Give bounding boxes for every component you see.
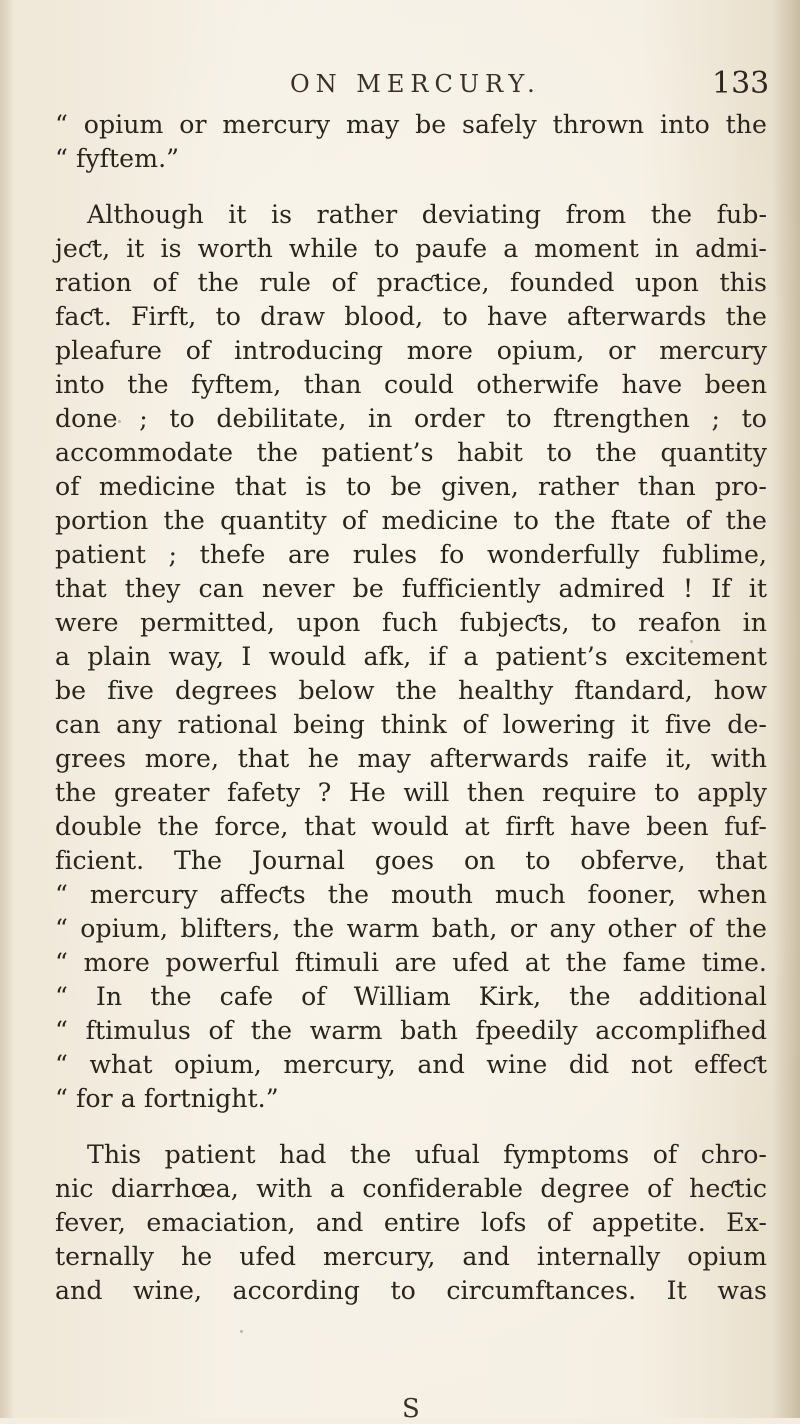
- text-line: a plain way, I would afk, if a patient’s excitement: [55, 642, 767, 671]
- text-line: done ; to debilitate, in order to ftrengthen ; to: [55, 404, 767, 433]
- text-line: into the fyftem, than could otherwife have been: [55, 370, 767, 399]
- text-line: of medicine that is to be given, rather than pro-: [55, 472, 767, 501]
- text-line: patient ; thefe are rules fo wonderfully fublime,: [55, 540, 767, 569]
- paper-speck: [690, 640, 693, 643]
- running-head: [0, 66, 800, 104]
- text-line: nic diarrhœa, with a confiderable degree of heƈtic: [55, 1174, 767, 1203]
- text-line: were permitted, upon fuch fubjeƈts, to reafon in: [55, 608, 767, 637]
- text-line: ternally he ufed mercury, and internally opium: [55, 1242, 767, 1271]
- text-line: “ fyftem.”: [55, 144, 180, 173]
- text-line: fever, emaciation, and entire lofs of appetite. Ex-: [55, 1208, 767, 1237]
- text-line: that they can never be fufficiently admired ! If it: [55, 574, 767, 603]
- text-line: “ more powerful ftimuli are ufed at the fame time.: [55, 948, 767, 977]
- text-line: can any rational being think of lowering it five de-: [55, 710, 767, 739]
- text-line: accommodate the patient’s habit to the quantity: [55, 438, 767, 467]
- text-line: jeƈt, it is worth while to paufe a moment in admi-: [55, 234, 767, 263]
- paragraph-start-line: Although it is rather deviating from the fub-: [87, 200, 767, 229]
- text-line: be five degrees below the healthy ftandard, how: [55, 676, 767, 705]
- text-line: “ what opium, mercury, and wine did not effeƈt: [55, 1050, 767, 1079]
- body-text: [55, 108, 767, 1308]
- signature-mark: S: [402, 1394, 420, 1424]
- paper-speck: [118, 420, 121, 423]
- text-line: and wine, according to circumftances. It was: [55, 1276, 767, 1305]
- text-line: “ ftimulus of the warm bath fpeedily accomplifhed: [55, 1016, 767, 1045]
- text-line: pleafure of introducing more opium, or mercury: [55, 336, 767, 365]
- text-line: portion the quantity of medicine to the ftate of the: [55, 506, 767, 535]
- paper-speck: [240, 1330, 243, 1333]
- text-line: faƈt. Firft, to draw blood, to have afterwards the: [55, 302, 767, 331]
- page-right-edge-shadow: [772, 0, 800, 1418]
- text-line: “ opium, blifters, the warm bath, or any other of the: [55, 914, 767, 943]
- text-line: double the force, that would at firft have been fuf-: [55, 812, 767, 841]
- text-line: ficient. The Journal goes on to obferve, that: [55, 846, 767, 875]
- page-number: 133: [712, 66, 770, 101]
- text-line: “ mercury affeƈts the mouth much fooner, when: [55, 880, 767, 909]
- page-left-edge: [0, 0, 14, 1418]
- text-line: ration of the rule of praƈtice, founded upon this: [55, 268, 767, 297]
- text-line: “ opium or mercury may be safely thrown into the: [55, 110, 767, 139]
- running-title: ON MERCURY.: [290, 70, 541, 98]
- paragraph-start-line: This patient had the ufual fymptoms of chro-: [87, 1140, 767, 1169]
- text-line: the greater fafety ? He will then require to apply: [55, 778, 767, 807]
- text-line: grees more, that he may afterwards raife it, with: [55, 744, 767, 773]
- text-line: “ In the cafe of William Kirk, the additional: [55, 982, 767, 1011]
- text-line: “ for a fortnight.”: [55, 1084, 279, 1113]
